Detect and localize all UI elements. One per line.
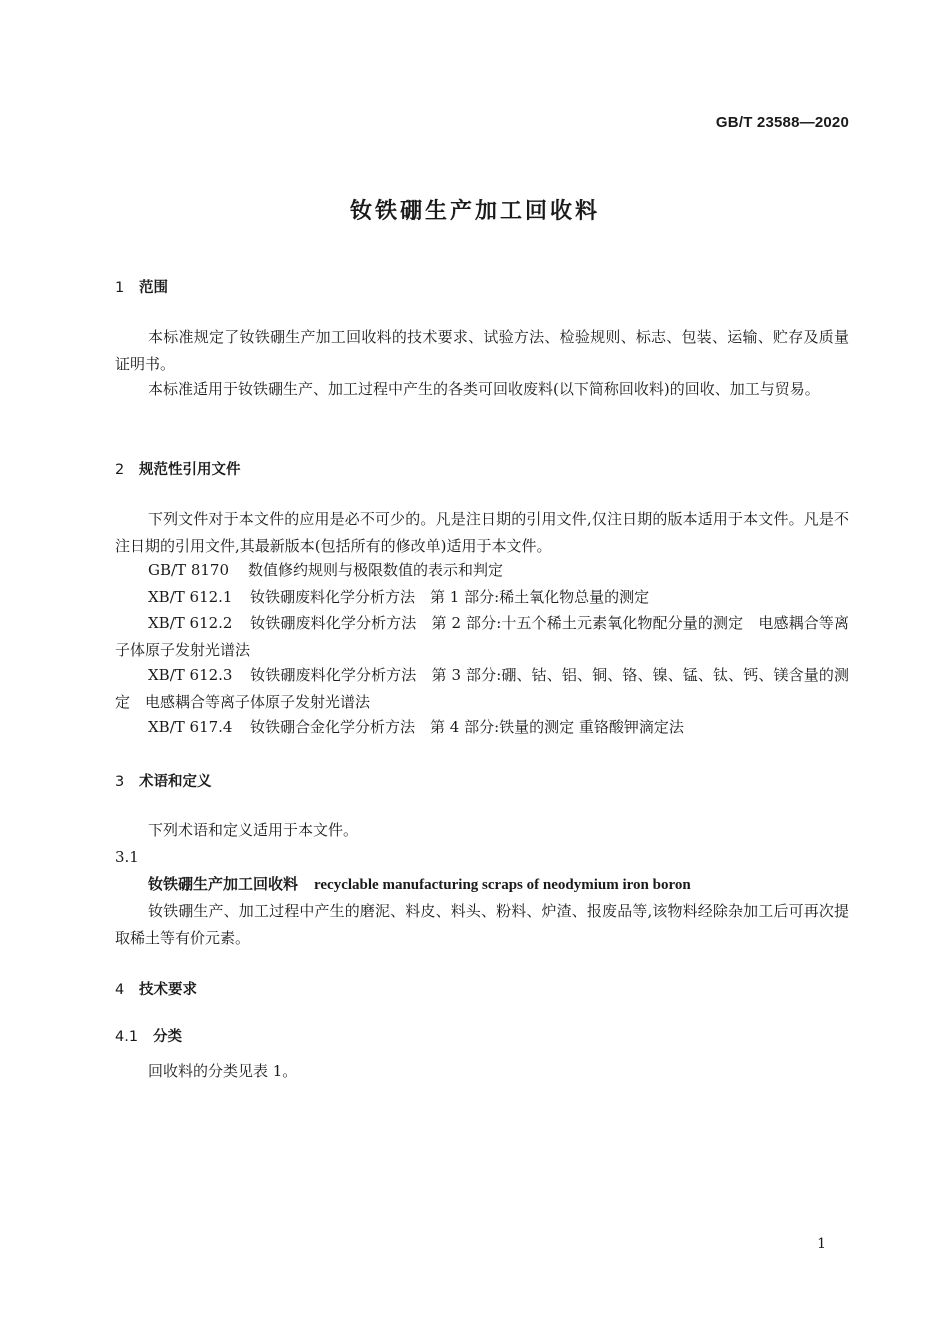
scope-paragraph-1: 本标准规定了钕铁硼生产加工回收料的技术要求、试验方法、检验规则、标志、包装、运输、贮存及质量证明书。 xyxy=(115,328,849,373)
reference-code: XB/T 612.1 xyxy=(148,588,233,606)
section-title: 规范性引用文件 xyxy=(139,462,241,478)
reference-item xyxy=(115,662,849,716)
section-4-heading xyxy=(115,978,197,999)
section-1-heading xyxy=(115,276,168,297)
normative-references-intro: 下列文件对于本文件的应用是必不可少的。凡是注日期的引用文件,仅注日期的版本适用于本文件。凡是不注日期的引用文件,其最新版本(包括所有的修改单)适用于本文件。 xyxy=(115,510,849,555)
subsection-number: 4.1 xyxy=(115,1029,139,1045)
scope-paragraph-2: 本标准适用于钕铁硼生产、加工过程中产生的各类可回收废料(以下简称回收料)的回收、加工与贸易。 xyxy=(148,380,820,398)
section-number: 4 xyxy=(115,982,125,998)
reference-title: 钕铁硼废料化学分析方法 第 2 部分:十五个稀土元素氧化物配分量的测定 电感耦合等离子体原子发射光谱法 xyxy=(115,614,849,659)
reference-item xyxy=(148,557,503,584)
section-title: 技术要求 xyxy=(139,982,197,998)
reference-title: 数值修约规则与极限数值的表示和判定 xyxy=(248,561,504,579)
subsection-4-1-heading xyxy=(115,1025,182,1046)
reference-item xyxy=(115,610,849,664)
classification-text: 回收料的分类见表 1。 xyxy=(148,1062,298,1080)
reference-item xyxy=(148,584,649,611)
term-definition: 钕铁硼生产、加工过程中产生的磨泥、料皮、料头、粉料、炉渣、报废品等,该物料经除杂加工后可再次提取稀土等有价元素。 xyxy=(115,902,849,947)
reference-title: 钕铁硼废料化学分析方法 第 1 部分:稀土氧化物总量的测定 xyxy=(250,588,650,606)
section-number: 2 xyxy=(115,462,125,478)
section-number: 1 xyxy=(115,280,125,296)
term-number: 3.1 xyxy=(115,848,139,866)
reference-code: XB/T 612.3 xyxy=(148,666,233,684)
section-2-heading xyxy=(115,458,241,479)
standard-number: GB/T 23588—2020 xyxy=(715,114,849,131)
page-number: 1 xyxy=(817,1236,826,1252)
reference-code: XB/T 617.4 xyxy=(148,718,233,736)
reference-code: XB/T 612.2 xyxy=(148,614,233,632)
document-title: 钕铁硼生产加工回收料 xyxy=(349,199,600,224)
section-title: 范围 xyxy=(139,280,168,296)
section-3-heading xyxy=(115,770,212,791)
reference-title: 钕铁硼合金化学分析方法 第 4 部分:铁量的测定 重铬酸钾滴定法 xyxy=(250,718,684,736)
reference-code: GB/T 8170 xyxy=(148,561,230,579)
term-chinese: 钕铁硼生产加工回收料 xyxy=(148,875,299,893)
section-number: 3 xyxy=(115,774,125,790)
subsection-title: 分类 xyxy=(153,1029,182,1045)
reference-item xyxy=(148,714,684,741)
terms-intro: 下列术语和定义适用于本文件。 xyxy=(148,821,359,839)
section-title: 术语和定义 xyxy=(139,774,212,790)
term-entry xyxy=(148,873,691,894)
term-english: recyclable manufacturing scraps of neodymium iron boron xyxy=(314,877,691,893)
reference-title: 钕铁硼废料化学分析方法 第 3 部分:硼、钴、铝、铜、铬、镍、锰、钛、钙、镁含量的测定 电感耦合等离子体原子发射光谱法 xyxy=(115,666,849,711)
